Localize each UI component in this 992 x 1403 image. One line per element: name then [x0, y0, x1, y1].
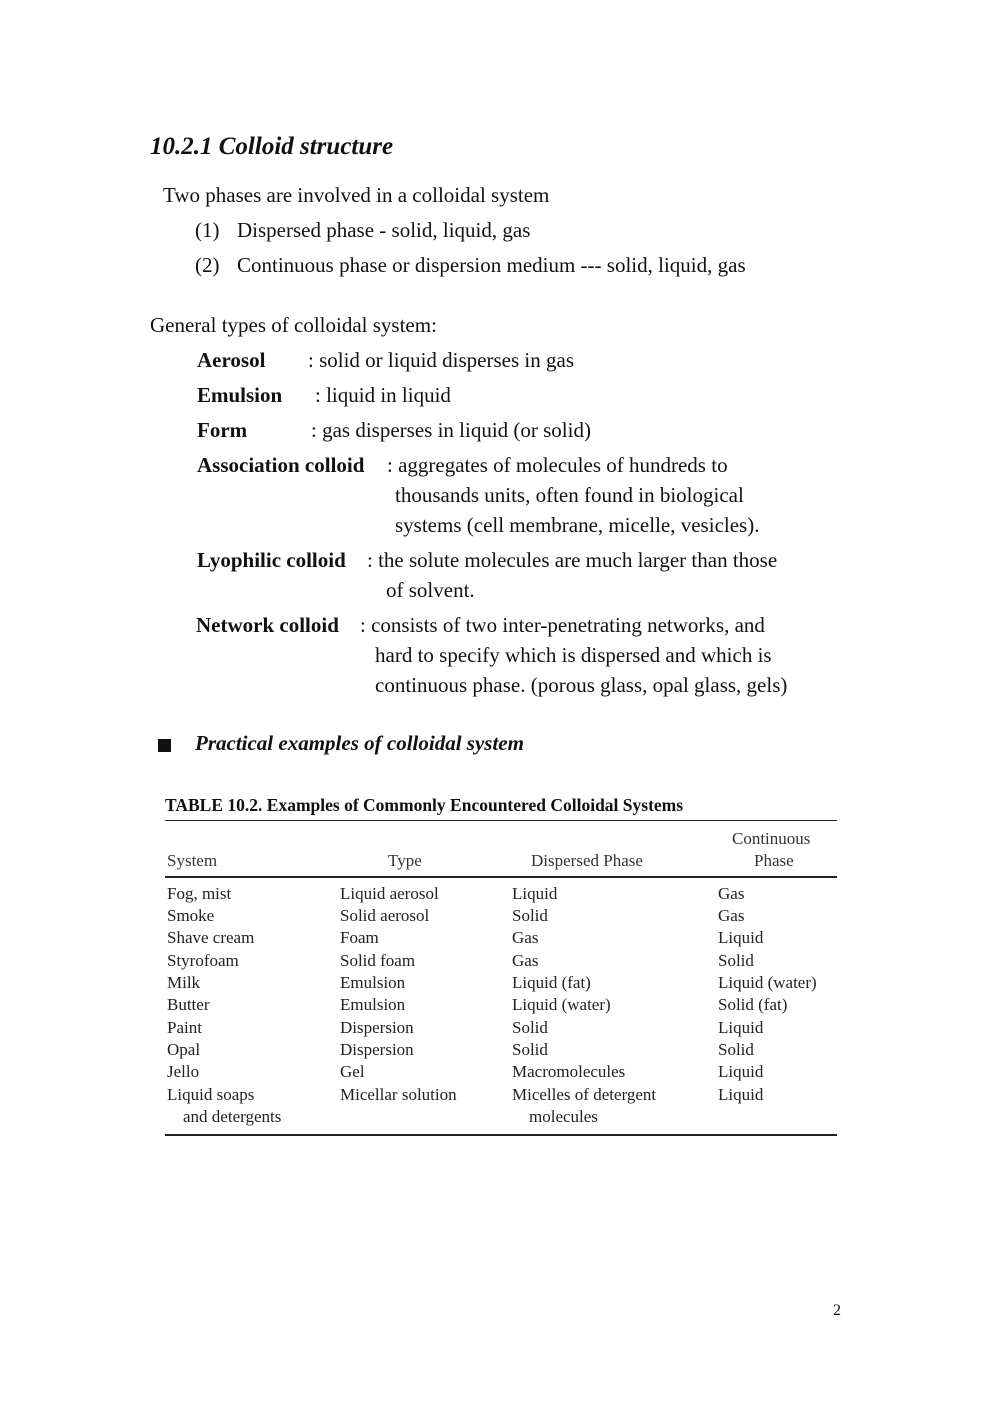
table-cell-dispersed-cont: molecules — [529, 1107, 598, 1126]
table-header-system: System — [167, 851, 218, 870]
intro-line: Two phases are involved in a colloidal system — [163, 183, 550, 207]
table-cell-type: Emulsion — [340, 995, 406, 1014]
table-cell-dispersed: Solid — [512, 1018, 548, 1037]
table-cell-dispersed: Gas — [512, 951, 539, 970]
table-cell-system-cont: and detergents — [183, 1107, 282, 1126]
table-cell-system: Butter — [167, 995, 210, 1014]
type-term-association: Association colloid — [197, 453, 365, 477]
table-cell-system: Styrofoam — [167, 951, 239, 970]
table-cell-type: Gel — [340, 1062, 365, 1081]
table-cell-dispersed: Liquid (fat) — [512, 973, 591, 992]
table-cell-continuous: Liquid — [718, 1018, 764, 1037]
table-cell-continuous: Solid — [718, 1040, 754, 1059]
table-cell-dispersed: Solid — [512, 1040, 548, 1059]
type-def-association-cont: thousands units, often found in biological — [395, 483, 744, 507]
intro-item-num: (1) — [195, 218, 220, 242]
table-cell-system: Shave cream — [167, 928, 255, 947]
table-cell-system: Milk — [167, 973, 201, 992]
type-def-network-cont: hard to specify which is dispersed and which is — [375, 643, 772, 667]
table-cell-system: Smoke — [167, 906, 215, 925]
table-cell-dispersed: Micelles of detergent — [512, 1085, 657, 1104]
square-bullet-icon — [158, 739, 171, 752]
table-cell-continuous: Solid — [718, 951, 754, 970]
type-def-lyophilic: : the solute molecules are much larger than those — [367, 548, 778, 572]
table-cell-dispersed: Liquid — [512, 884, 558, 903]
table-cell-type: Solid foam — [340, 951, 416, 970]
table-cell-continuous: Liquid — [718, 1085, 764, 1104]
intro-item-text: Dispersed phase - solid, liquid, gas — [237, 218, 531, 242]
table-cell-type: Foam — [340, 928, 379, 947]
table-cell-system: Jello — [167, 1062, 200, 1081]
table-header-continuous: Continuous — [732, 829, 811, 848]
type-term-form: Form — [197, 418, 248, 442]
table-cell-dispersed: Macromolecules — [512, 1062, 626, 1081]
table-header-rule — [165, 876, 837, 878]
type-term-lyophilic: Lyophilic colloid — [197, 548, 346, 572]
table-cell-dispersed: Gas — [512, 928, 539, 947]
table-cell-continuous: Solid (fat) — [718, 995, 788, 1014]
type-term-aerosol: Aerosol — [197, 348, 266, 372]
table-cell-continuous: Liquid — [718, 928, 764, 947]
table-header-continuous: Phase — [754, 851, 794, 870]
table-cell-type: Liquid aerosol — [340, 884, 439, 903]
type-def-association-cont: systems (cell membrane, micelle, vesicles). — [395, 513, 760, 537]
table-top-rule — [165, 820, 837, 821]
general-title: General types of colloidal system: — [150, 313, 437, 337]
table-cell-continuous: Liquid (water) — [718, 973, 817, 992]
table-header-dispersed: Dispersed Phase — [531, 851, 643, 870]
table-cell-continuous: Gas — [718, 884, 745, 903]
table-cell-dispersed: Solid — [512, 906, 548, 925]
table-cell-type: Micellar solution — [340, 1085, 457, 1104]
practical-heading: Practical examples of colloidal system — [195, 731, 524, 755]
table-cell-type: Emulsion — [340, 973, 406, 992]
table-cell-continuous: Liquid — [718, 1062, 764, 1081]
table-cell-type: Dispersion — [340, 1040, 414, 1059]
page-number: 2 — [833, 1302, 841, 1319]
type-def-aerosol: : solid or liquid disperses in gas — [308, 348, 574, 372]
type-def-network-cont: continuous phase. (porous glass, opal glass, gels) — [375, 673, 788, 697]
table-cell-type: Solid aerosol — [340, 906, 430, 925]
intro-item-text: Continuous phase or dispersion medium --- solid, liquid, gas — [237, 253, 746, 277]
table-cell-system: Paint — [167, 1018, 202, 1037]
type-def-association: : aggregates of molecules of hundreds to — [387, 453, 728, 477]
table-header-type: Type — [388, 851, 422, 870]
table-title: TABLE 10.2. Examples of Commonly Encountered Colloidal Systems — [165, 795, 684, 815]
table-cell-system: Liquid soaps — [167, 1085, 255, 1104]
type-def-lyophilic-cont: of solvent. — [386, 578, 475, 602]
intro-item-num: (2) — [195, 253, 220, 277]
table-cell-system: Opal — [167, 1040, 201, 1059]
type-def-form: : gas disperses in liquid (or solid) — [311, 418, 591, 442]
table-cell-continuous: Gas — [718, 906, 745, 925]
table-cell-dispersed: Liquid (water) — [512, 995, 611, 1014]
table-bottom-rule — [165, 1134, 837, 1136]
type-term-network: Network colloid — [196, 613, 339, 637]
table-cell-type: Dispersion — [340, 1018, 414, 1037]
table-cell-system: Fog, mist — [167, 884, 232, 903]
type-def-emulsion: : liquid in liquid — [315, 383, 451, 407]
section-heading: 10.2.1 Colloid structure — [150, 133, 394, 160]
type-term-emulsion: Emulsion — [197, 383, 283, 407]
type-def-network: : consists of two inter-penetrating networks, and — [360, 613, 765, 637]
